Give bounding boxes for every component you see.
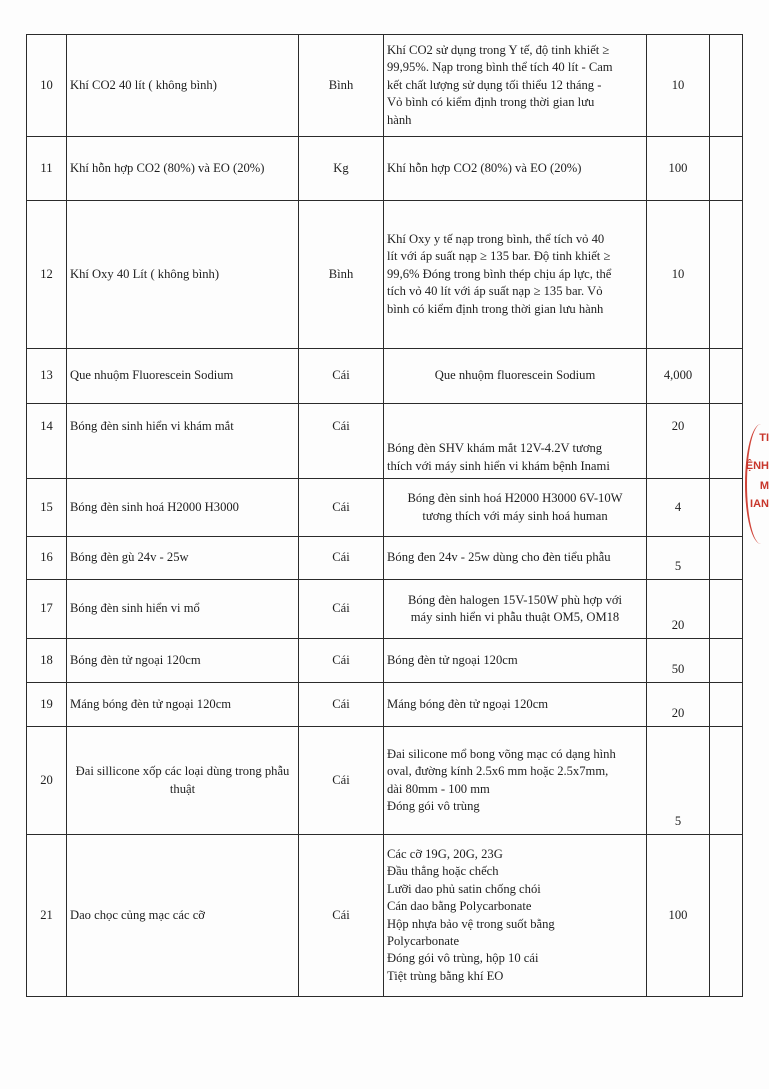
spec-line: thích với máy sinh hiển vi khám bệnh Inami [387,458,610,473]
item-unit: Cái [299,580,384,639]
spec-line: Đóng gói vô trùng, hộp 10 cái [387,951,539,966]
item-quantity: 20 [647,580,710,639]
spec-line: Bóng đèn tử ngoại 120cm [387,652,518,667]
item-name: Khí hỗn hợp CO2 (80%) và EO (20%) [67,137,299,201]
stamp-text: IAN [750,498,769,510]
item-spec [384,835,647,997]
stamp-text: M [759,480,769,492]
item-name: Khí CO2 40 lít ( không bình) [67,35,299,137]
item-quantity: 10 [647,201,710,349]
item-quantity: 5 [647,537,710,580]
empty-cell [710,835,743,997]
spec-line: Tiệt trùng bằng khí EO [387,968,504,983]
spec-line: Polycarbonate [387,933,460,948]
spec-line: Que nhuộm fluorescein Sodium [434,368,596,383]
row-number: 20 [27,727,67,835]
item-spec [384,201,647,349]
item-spec [384,639,647,683]
row-number: 21 [27,835,67,997]
spec-line: 99,95%. Nạp trong bình thể tích 40 lít - Cam [387,60,613,75]
item-name: Bóng đèn sinh hiển vi khám mắt [67,404,299,479]
table-row [27,683,743,727]
table-row [27,537,743,580]
spec-line: Bóng đèn halogen 15V-150W phù hợp với [407,592,623,607]
spec-line: Các cỡ 19G, 20G, 23G [387,847,503,861]
row-number: 10 [27,35,67,137]
item-unit: Cái [299,479,384,537]
spec-line: dài 80mm - 100 mm [387,781,490,796]
spec-line: Khí hỗn hợp CO2 (80%) và EO (20%) [387,160,582,175]
item-spec [384,683,647,727]
row-number: 13 [27,349,67,404]
stamp-text: ỆNH [745,460,769,472]
item-quantity: 100 [647,835,710,997]
spec-line: Bóng đèn SHV khám mắt 12V-4.2V tương [387,441,603,456]
item-unit: Cái [299,835,384,997]
empty-cell [710,537,743,580]
item-quantity: 4,000 [647,349,710,404]
item-unit: Cái [299,639,384,683]
item-unit: Bình [299,201,384,349]
item-spec [384,580,647,639]
item-name: Dao chọc củng mạc các cỡ [67,835,299,997]
spec-line: Khí Oxy y tế nạp trong bình, thể tích vỏ 40 [387,232,605,247]
spec-line: hành [387,112,412,127]
item-spec [384,727,647,835]
table-row [27,639,743,683]
item-quantity: 20 [647,404,710,479]
spec-line: kết chất lượng sử dụng tối thiểu 12 tháng - [387,77,602,92]
table-row [27,201,743,349]
empty-cell [710,201,743,349]
table-row [27,35,743,137]
table-row [27,580,743,639]
item-name: Bóng đèn sinh hoá H2000 H3000 [67,479,299,537]
row-number: 11 [27,137,67,201]
empty-cell [710,404,743,479]
row-number: 12 [27,201,67,349]
empty-cell [710,639,743,683]
empty-cell [710,479,743,537]
row-number: 17 [27,580,67,639]
item-name: Que nhuộm Fluorescein Sodium [67,349,299,404]
stamp-text: TI [759,432,769,444]
empty-cell [710,137,743,201]
row-number: 16 [27,537,67,580]
spec-line: Hộp nhựa bảo vệ trong suốt bằng [387,916,555,931]
table-row [27,479,743,537]
empty-cell [710,727,743,835]
item-spec [384,35,647,137]
item-quantity: 5 [647,727,710,835]
spec-line: 99,6% Đóng trong bình thép chịu áp lực, thể [387,266,612,281]
row-number: 19 [27,683,67,727]
spec-line: tích vỏ 40 lít với áp suất nạp ≥ 135 bar. Vỏ [387,284,603,299]
table-row [27,404,743,479]
table-row [27,349,743,404]
red-stamp-fragment [745,424,769,548]
table-row [27,727,743,835]
spec-line: Đóng gói vô trùng [387,798,480,813]
empty-cell [710,35,743,137]
empty-cell [710,580,743,639]
table-row [27,835,743,997]
spec-line: Bóng đen 24v - 25w dùng cho đèn tiểu phẫu [387,550,611,565]
item-spec [384,349,647,404]
item-unit: Kg [299,137,384,201]
row-number: 14 [27,404,67,479]
spec-line: tương thích với máy sinh hoá human [422,508,608,523]
spec-line: lít với áp suất nạp ≥ 135 bar. Độ tinh khiết ≥ [387,249,611,264]
spec-line: Lưỡi dao phủ satin chống chói [387,881,541,896]
spec-line: Đai silicone mổ bong võng mạc có dạng hình [387,746,616,761]
item-quantity: 50 [647,639,710,683]
item-spec [384,479,647,537]
item-unit: Cái [299,349,384,404]
spec-line: Bóng đèn sinh hoá H2000 H3000 6V-10W [407,491,623,506]
spec-line: Khí CO2 sử dụng trong Y tế, độ tinh khiết ≥ [387,43,610,58]
spec-line: Máng bóng đèn tử ngoại 120cm [387,696,549,711]
item-unit: Cái [299,404,384,479]
item-spec [384,137,647,201]
table-row [27,137,743,201]
item-unit: Bình [299,35,384,137]
spec-line: bình có kiểm định trong thời gian lưu hành [387,301,604,316]
item-name: Máng bóng đèn tử ngoại 120cm [67,683,299,727]
row-number: 18 [27,639,67,683]
spec-line: Vỏ bình có kiểm định trong thời gian lưu [387,95,595,110]
spec-line: oval, đường kính 2.5x6 mm hoặc 2.5x7mm, [387,764,609,779]
spec-line: Cán dao bằng Polycarbonate [387,899,532,914]
item-quantity: 100 [647,137,710,201]
spec-line: máy sinh hiển vi phẫu thuật OM5, OM18 [410,610,620,624]
supply-table [26,34,743,997]
spec-line: Đầu thẳng hoặc chếch [387,864,499,879]
item-name: Khí Oxy 40 Lít ( không bình) [67,201,299,349]
item-unit: Cái [299,683,384,727]
item-name: Bóng đèn gù 24v - 25w [67,537,299,580]
item-quantity: 20 [647,683,710,727]
item-name: Bóng đèn tử ngoại 120cm [67,639,299,683]
item-quantity: 10 [647,35,710,137]
empty-cell [710,683,743,727]
item-name: Bóng đèn sinh hiển vi mổ [67,580,299,639]
item-unit: Cái [299,537,384,580]
item-unit: Cái [299,727,384,835]
item-spec [384,537,647,580]
item-quantity: 4 [647,479,710,537]
row-number: 15 [27,479,67,537]
empty-cell [710,349,743,404]
item-spec [384,404,647,479]
item-name: Đai sillicone xốp các loại dùng trong phẫu thuật [67,727,299,835]
